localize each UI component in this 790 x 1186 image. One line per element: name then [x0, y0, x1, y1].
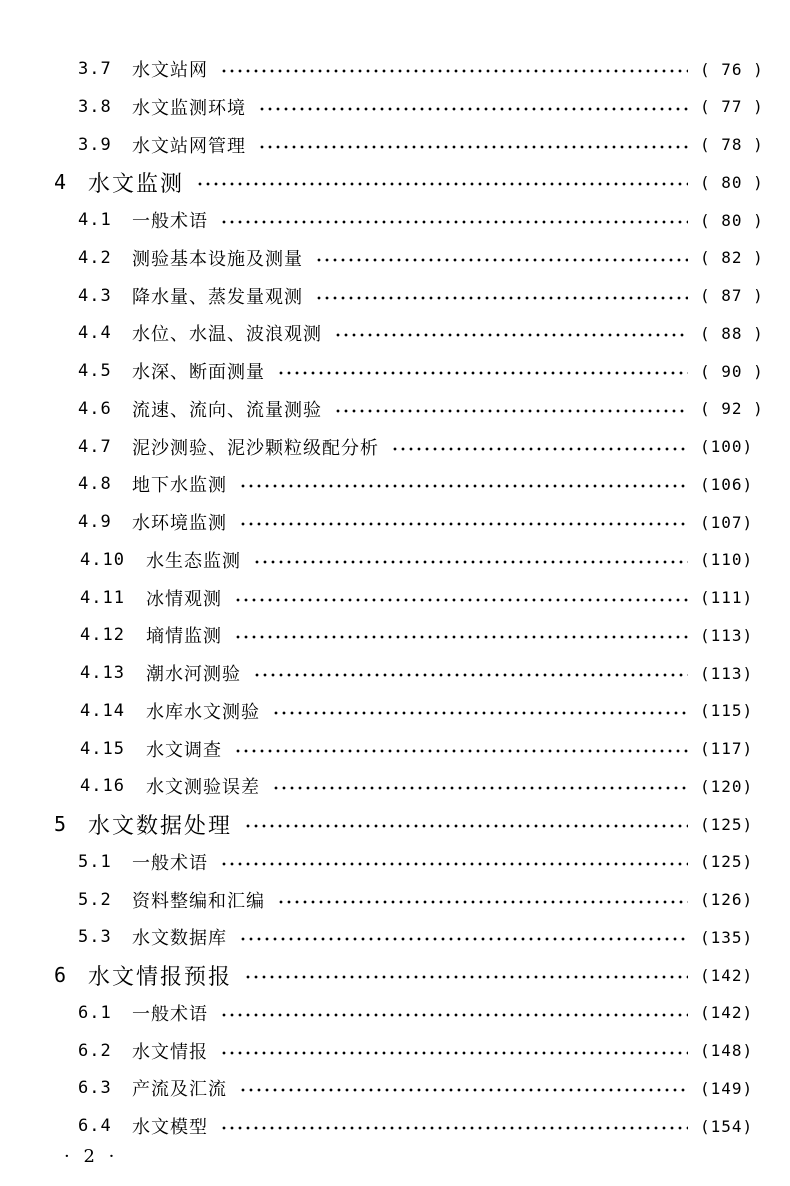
- toc-number: 6.4: [78, 1116, 112, 1136]
- toc-number: 6.2: [78, 1040, 112, 1061]
- toc-number: 4.12: [80, 625, 125, 646]
- toc-leader-dots: [277, 900, 688, 904]
- toc-page-number: ( 90 ): [700, 361, 764, 381]
- toc-chapter-entry[interactable]: [0, 960, 790, 990]
- toc-page-number: (113): [700, 663, 754, 683]
- toc-number: 4.8: [78, 474, 112, 495]
- toc-number: 5.3: [78, 927, 112, 948]
- toc-page-number: (125): [700, 852, 754, 872]
- toc-leader-dots: [244, 975, 688, 979]
- toc-title: 水环境监测: [132, 513, 227, 534]
- toc-page-number: ( 92 ): [700, 399, 764, 419]
- toc-title: 水文数据处理: [88, 813, 233, 839]
- toc-page-number: (113): [700, 625, 754, 645]
- toc-title: 墒情监测: [146, 626, 222, 648]
- toc-number: 4.11: [80, 587, 125, 608]
- toc-section-entry[interactable]: [0, 771, 790, 801]
- toc-title: 降水量、蒸发量观测: [132, 286, 303, 308]
- toc-number: 4.2: [78, 247, 112, 268]
- toc-title: 流速、流向、流量测验: [132, 399, 322, 421]
- toc-page-number: (125): [700, 814, 754, 834]
- toc-section-entry[interactable]: [0, 469, 790, 499]
- toc-page-number: (142): [700, 965, 754, 985]
- toc-title: 泥沙测验、泥沙颗粒级配分析: [132, 437, 379, 459]
- toc-page-number: ( 76 ): [700, 59, 764, 79]
- toc-section-entry[interactable]: [0, 998, 790, 1028]
- toc-title: 水文测验误差: [146, 777, 260, 799]
- toc-title: 一般术语: [132, 211, 208, 232]
- toc-page-number: ( 78 ): [700, 135, 764, 154]
- toc-number: 3.9: [78, 134, 112, 155]
- toc-page-number: (142): [700, 1003, 754, 1023]
- toc-leader-dots: [239, 522, 688, 526]
- toc-chapter-entry[interactable]: [0, 167, 790, 197]
- toc-chapter-entry[interactable]: [0, 809, 790, 839]
- toc-number: 4.5: [78, 361, 112, 381]
- toc-section-entry[interactable]: [0, 281, 790, 311]
- toc-page-number: ( 87 ): [700, 286, 764, 305]
- toc-leader-dots: [315, 296, 688, 300]
- toc-page-number: ( 88 ): [700, 323, 764, 343]
- toc-leader-dots: [196, 182, 688, 186]
- toc-section-entry[interactable]: [0, 922, 790, 952]
- toc-leader-dots: [220, 862, 688, 866]
- toc-number: 4.1: [78, 210, 112, 230]
- toc-page-number: (100): [700, 437, 754, 456]
- toc-section-entry[interactable]: [0, 243, 790, 273]
- toc-title: 水文站网: [132, 60, 208, 81]
- toc-number: 6.1: [78, 1002, 112, 1023]
- toc-leader-dots: [220, 1051, 688, 1055]
- toc-page-number: (111): [700, 588, 754, 607]
- toc-number: 3.7: [78, 59, 112, 79]
- toc-page-number: (120): [700, 776, 754, 796]
- toc-leader-dots: [239, 1088, 688, 1092]
- toc-leader-dots: [258, 145, 688, 149]
- toc-page-number: (115): [700, 701, 754, 721]
- toc-number: 4.16: [80, 776, 125, 797]
- toc-title: 水文调查: [146, 739, 222, 761]
- toc-number: 4.13: [80, 663, 125, 683]
- toc-title: 资料整编和汇编: [132, 890, 265, 912]
- toc-leader-dots: [239, 937, 688, 941]
- toc-page-number: (154): [700, 1116, 754, 1136]
- toc-number: 5.2: [78, 889, 112, 910]
- toc-page-number: ( 82 ): [700, 248, 764, 268]
- toc-page-number: (126): [700, 890, 754, 909]
- toc-title: 水文站网管理: [132, 135, 246, 157]
- toc-leader-dots: [334, 409, 688, 413]
- toc-number: 4.15: [80, 738, 125, 759]
- toc-number: 4.3: [78, 285, 112, 306]
- toc-title: 潮水河测验: [146, 664, 241, 685]
- toc-title: 水生态监测: [146, 550, 241, 572]
- toc-leader-dots: [220, 1013, 688, 1017]
- toc-section-entry[interactable]: [0, 545, 790, 575]
- toc-title: 水文情报: [132, 1041, 208, 1063]
- toc-number: 4.4: [78, 323, 112, 344]
- toc-number: 6: [54, 963, 68, 987]
- toc-leader-dots: [220, 1126, 688, 1130]
- toc-section-entry[interactable]: [0, 885, 790, 915]
- toc-leader-dots: [234, 598, 688, 602]
- toc-leader-dots: [244, 824, 688, 828]
- toc-section-entry[interactable]: [0, 130, 790, 160]
- toc-section-entry[interactable]: [0, 507, 790, 537]
- toc-title: 地下水监测: [132, 475, 227, 497]
- toc-title: 冰情观测: [146, 588, 222, 610]
- toc-leader-dots: [234, 749, 688, 753]
- toc-number: 4.10: [80, 549, 125, 570]
- toc-page-number: ( 80 ): [700, 210, 764, 230]
- toc-leader-dots: [220, 220, 688, 224]
- toc-section-entry[interactable]: [0, 1036, 790, 1066]
- toc-title: 水位、水温、波浪观测: [132, 324, 322, 346]
- toc-title: 测验基本设施及测量: [132, 248, 303, 270]
- toc-page-number: (135): [700, 927, 754, 947]
- toc-leader-dots: [253, 673, 688, 677]
- toc-number: 3.8: [78, 96, 112, 117]
- toc-leader-dots: [315, 258, 688, 262]
- toc-title: 水库水文测验: [146, 701, 260, 723]
- toc-section-entry[interactable]: [0, 734, 790, 764]
- toc-number: 5.1: [78, 851, 112, 872]
- toc-title: 水深、断面测量: [132, 362, 265, 383]
- toc-leader-dots: [272, 711, 688, 715]
- toc-title: 产流及汇流: [132, 1079, 227, 1101]
- toc-section-entry[interactable]: [0, 620, 790, 650]
- toc-section-entry[interactable]: [0, 205, 790, 235]
- toc-section-entry[interactable]: [0, 318, 790, 348]
- toc-number: 5: [54, 812, 68, 836]
- toc-page-number: ( 80 ): [700, 172, 764, 192]
- toc-title: 水文情报预报: [88, 964, 233, 990]
- toc-title: 一般术语: [132, 1003, 208, 1025]
- toc-section-entry[interactable]: [0, 696, 790, 726]
- toc-title: 水文数据库: [132, 928, 227, 950]
- toc-leader-dots: [258, 107, 688, 111]
- toc-number: 4.7: [78, 436, 112, 457]
- toc-section-entry[interactable]: [0, 658, 790, 688]
- toc-leader-dots: [391, 447, 688, 451]
- toc-page-number: (106): [700, 474, 754, 494]
- toc-page-number: (148): [700, 1041, 754, 1060]
- toc-leader-dots: [234, 635, 688, 639]
- toc-number: 6.3: [78, 1078, 112, 1099]
- toc-number: 4.9: [78, 512, 112, 532]
- toc-number: 4.6: [78, 398, 112, 419]
- toc-section-entry[interactable]: [0, 1111, 790, 1141]
- toc-leader-dots: [272, 786, 688, 790]
- toc-leader-dots: [220, 69, 688, 73]
- toc-section-entry[interactable]: [0, 394, 790, 424]
- toc-number: 4.14: [80, 700, 125, 721]
- toc-section-entry[interactable]: [0, 54, 790, 84]
- toc-page-number: (117): [700, 739, 754, 758]
- toc-section-entry[interactable]: [0, 356, 790, 386]
- toc-page-number: (110): [700, 550, 754, 570]
- toc-section-entry[interactable]: [0, 1073, 790, 1103]
- toc-number: 4: [54, 170, 68, 195]
- toc-title: 水文监测环境: [132, 97, 246, 119]
- toc-page-number: (149): [700, 1078, 754, 1098]
- toc-title: 水文监测: [88, 171, 185, 197]
- toc-leader-dots: [277, 371, 688, 375]
- toc-section-entry[interactable]: [0, 432, 790, 462]
- toc-page-number: (107): [700, 512, 754, 532]
- toc-leader-dots: [253, 560, 688, 564]
- toc-title: 一般术语: [132, 852, 208, 874]
- toc-title: 水文模型: [132, 1117, 208, 1138]
- toc-section-entry[interactable]: [0, 92, 790, 122]
- toc-section-entry[interactable]: [0, 847, 790, 877]
- toc-section-entry[interactable]: [0, 583, 790, 613]
- toc-leader-dots: [239, 484, 688, 488]
- toc-leader-dots: [334, 333, 688, 337]
- toc-page-number: ( 77 ): [700, 97, 764, 117]
- page-number: · 2 ·: [64, 1146, 119, 1167]
